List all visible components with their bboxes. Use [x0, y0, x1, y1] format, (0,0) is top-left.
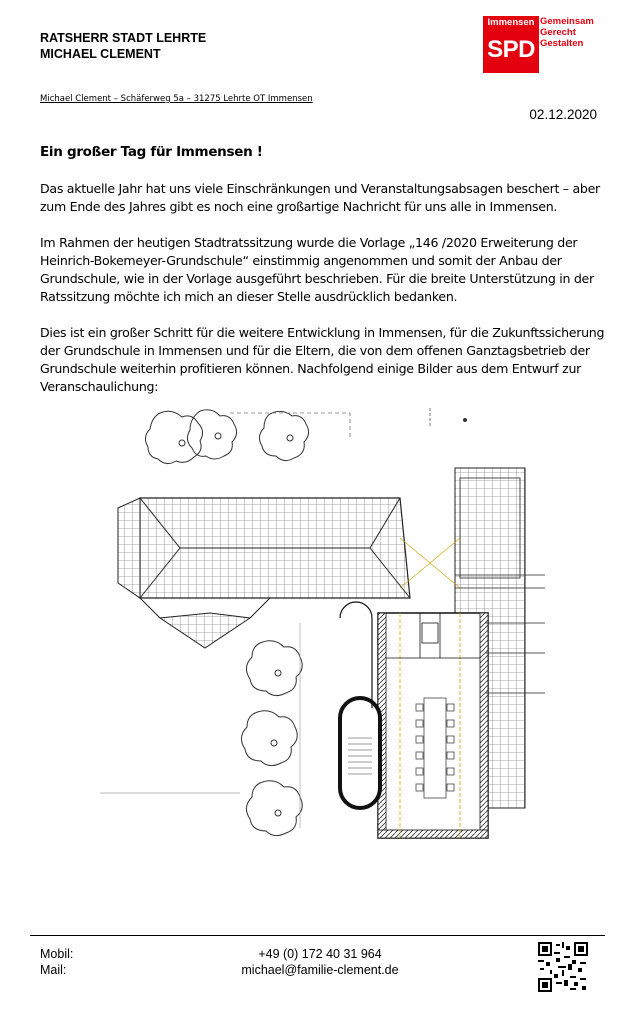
sender-name-block	[40, 30, 206, 62]
slogan-line-1: Gemeinsam	[540, 16, 594, 27]
footer-labels	[40, 946, 73, 978]
paragraph-3: Dies ist ein großer Schritt für die weitere Entwicklung in Immensen, für die Zukunftssicherung der Grundschule in Immensen und für die Eltern, die von dem offenen Ganztagsbetrieb der Grundschule weiterhin profitieren können. Nachfolgend einige Bilder aus dem Entwurf zur Veranschaulichung:	[40, 325, 605, 394]
spd-logo	[483, 16, 599, 73]
trees-left	[241, 641, 302, 836]
letter-body	[40, 180, 605, 414]
paragraph-1: Das aktuelle Jahr hat uns viele Einschränkungen und Veranstaltungsabsagen beschert – aber zum Ende des Jahres gibt es noch eine großartige Nachricht für uns alle in Immensen.	[40, 181, 600, 214]
mail-label: Mail:	[40, 963, 67, 977]
trees-top	[145, 410, 308, 464]
slogan-line-3: Gestalten	[540, 38, 584, 49]
letter-date: 02.12.2020	[529, 107, 597, 122]
slogan-line-2: Gerecht	[540, 27, 576, 38]
mobile-label: Mobil:	[40, 947, 74, 961]
mobile-number[interactable]: +49 (0) 172 40 31 964	[258, 947, 382, 961]
mail-address[interactable]: michael@familie-clement.de	[241, 963, 399, 977]
logo-party: SPD	[487, 36, 535, 63]
footer-values	[200, 946, 440, 978]
paragraph-2: Im Rahmen der heutigen Stadtratssitzung wurde die Vorlage „146 /2020 Erweiterung der Heinrich-Bokemeyer-Grundschule“ einstimmig angenommen und somit der Anbau der Grundschule, wie in der Vorlage ausgeführt beschrieben. Für die breite Unterstützung in der Ratssitzung möchte ich mich an dieser Stelle ausdrücklich bedanken.	[40, 235, 594, 304]
staircase	[340, 602, 380, 808]
sender-title: RATSHERR STADT LEHRTE	[40, 31, 207, 45]
sender-address: Michael Clement – Schäferweg 5a – 31275 Lehrte OT Immensen	[40, 94, 313, 104]
qr-code	[538, 942, 588, 992]
logo-town: Immensen	[487, 17, 535, 28]
floor-plan-drawing	[100, 408, 560, 853]
footer-divider	[30, 935, 605, 936]
sender-name: MICHAEL CLEMENT	[40, 47, 161, 61]
main-roof	[118, 498, 410, 648]
letter-title: Ein großer Tag für Immensen !	[40, 144, 263, 160]
logo-slogan	[540, 16, 594, 49]
